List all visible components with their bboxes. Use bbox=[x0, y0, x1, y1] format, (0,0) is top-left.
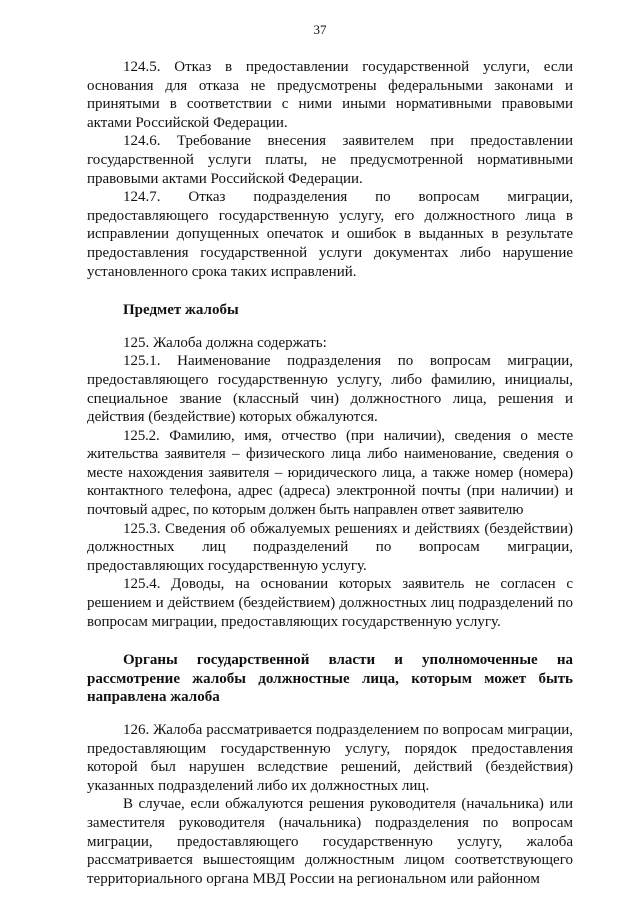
spacer bbox=[87, 631, 573, 651]
spacer bbox=[87, 320, 573, 334]
section-heading-authorities: Органы государственной власти и уполномоченные на рассмотрение жалобы должностные лица, которым может быть направлена жалоба bbox=[87, 652, 573, 706]
paragraph-124-5: 124.5. Отказ в предоставлении государственной услуги, если основания для отказа не предусмотрены федеральными законами и принятыми в соответствии с ними иными нормативными правовыми актами Российской Федерации. bbox=[87, 59, 573, 131]
paragraph-125-1: 125.1. Наименование подразделения по вопросам миграции, предоставляющего государственную услугу, либо фамилию, инициалы, специальное звание (классный чин) должностного лица, решения и действия (бездействие) которых обжалуются. bbox=[87, 353, 573, 426]
paragraph-124-6: 124.6. Требование внесения заявителем при предоставлении государственной услуги платы, не предусмотренной нормативными правовыми актами Российской Федерации. bbox=[87, 133, 573, 187]
paragraph-125-4: 125.4. Доводы, на основании которых заявитель не согласен с решением и действием (бездействием) должностных лиц подразделений по вопросам миграции, предоставляющих государственную услугу. bbox=[87, 576, 573, 630]
paragraph-125-2: 125.2. Фамилию, имя, отчество (при наличии), сведения о месте жительства заявителя – физического лица либо наименование, сведения о месте нахождения заявителя – юридического лица, а также номер (номера) контактного телефона, адрес (адреса) электронной почты (при наличии) и почтовый адрес, по которым должен быть направлен ответ заявителю bbox=[87, 427, 573, 519]
paragraph-124-7: 124.7. Отказ подразделения по вопросам миграции, предоставляющего государственную услугу, его должностного лица в исправлении допущенных опечаток и ошибок в выданных в результате предоставления государственной услуги документах либо нарушение установленного срока таких исправлений. bbox=[87, 189, 573, 280]
page-number: 37 bbox=[313, 22, 327, 37]
spacer bbox=[87, 707, 573, 721]
paragraph-125: 125. Жалоба должна содержать: bbox=[123, 334, 327, 351]
paragraph-126: 126. Жалоба рассматривается подразделением по вопросам миграции, предоставляющим государственную услугу, порядок предоставления которой был нарушен вследствие решений, действий (бездействия) указанных подразделений либо их должностных лиц. bbox=[87, 722, 573, 794]
spacer bbox=[87, 281, 573, 301]
paragraph-125-3: 125.3. Сведения об обжалуемых решениях и действиях (бездействии) должностных лиц подразделений по вопросам миграции, предоставляющих государственную услугу. bbox=[87, 520, 573, 574]
paragraph-126-continued: В случае, если обжалуются решения руководителя (начальника) или заместителя руководителя (начальника) подразделения по вопросам миграции, предоставляющего государственную услугу, жалоба рассматривается вышестоящим должностным лицом соответствующего территориального органа МВД России на региональном или районном bbox=[87, 796, 573, 887]
section-heading-subject: Предмет жалобы bbox=[123, 302, 239, 319]
document-body bbox=[87, 58, 573, 888]
